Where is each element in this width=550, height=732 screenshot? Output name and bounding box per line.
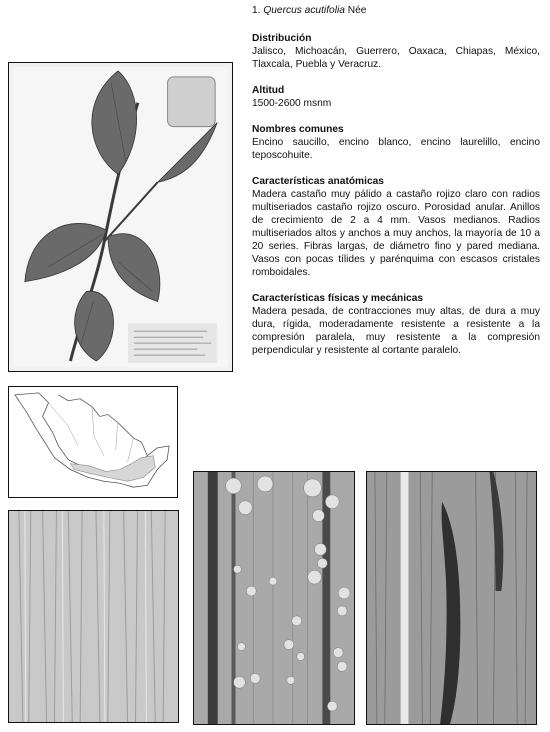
section-physical-mechanical [252, 292, 540, 357]
section-heading: Nombres comunes [252, 124, 344, 135]
species-number: 1. [252, 5, 261, 16]
section-text: Madera pesada, de contracciones muy altas, de dura a muy dura, rígida, moderadamente resistente a resistente a la compresión paralela, muy resistente a la compresión perpendicular y resistente al cortante paralelo. [252, 306, 540, 356]
herbarium-specimen-photo [8, 62, 233, 372]
section-heading: Características anatómicas [252, 176, 384, 187]
species-title [252, 4, 540, 17]
cross-section-micrograph [193, 471, 355, 725]
section-text: Jalisco, Michoacán, Guerrero, Oaxaca, Chiapas, México, Tlaxcala, Puebla y Veracruz. [252, 46, 540, 70]
section-text: Encino saucillo, encino blanco, encino laurelillo, encino teposcohuite. [252, 137, 540, 161]
section-heading: Distribución [252, 33, 312, 44]
section-anatomical [252, 175, 540, 279]
section-heading: Altitud [252, 85, 285, 96]
tangential-section-micrograph [366, 471, 537, 725]
section-heading: Características físicas y mecánicas [252, 293, 424, 304]
species-description [252, 4, 540, 370]
section-text: Madera castaño muy pálido a castaño rojizo claro con radios multiseriados castaño rojizo oscuro. Porosidad anular. Anillos de crecimiento de 2 a 4 mm. Vasos medianos. Radios multiseriados altos y anchos a muy anchos, la mayoría de 10 a 20 series. Fibras largas, de diámetro fino y pared mediana. Vasos con pocas tílides y parénquima con escasos cristales romboidales. [252, 189, 540, 278]
species-name: Quercus acutifolia [263, 5, 345, 16]
section-common-names [252, 123, 540, 162]
section-altitude [252, 84, 540, 110]
section-text: 1500-2600 msnm [252, 98, 332, 109]
section-distribution [252, 32, 540, 71]
species-author: Née [347, 5, 367, 16]
distribution-map [8, 386, 178, 498]
wood-surface-photo [8, 510, 179, 723]
